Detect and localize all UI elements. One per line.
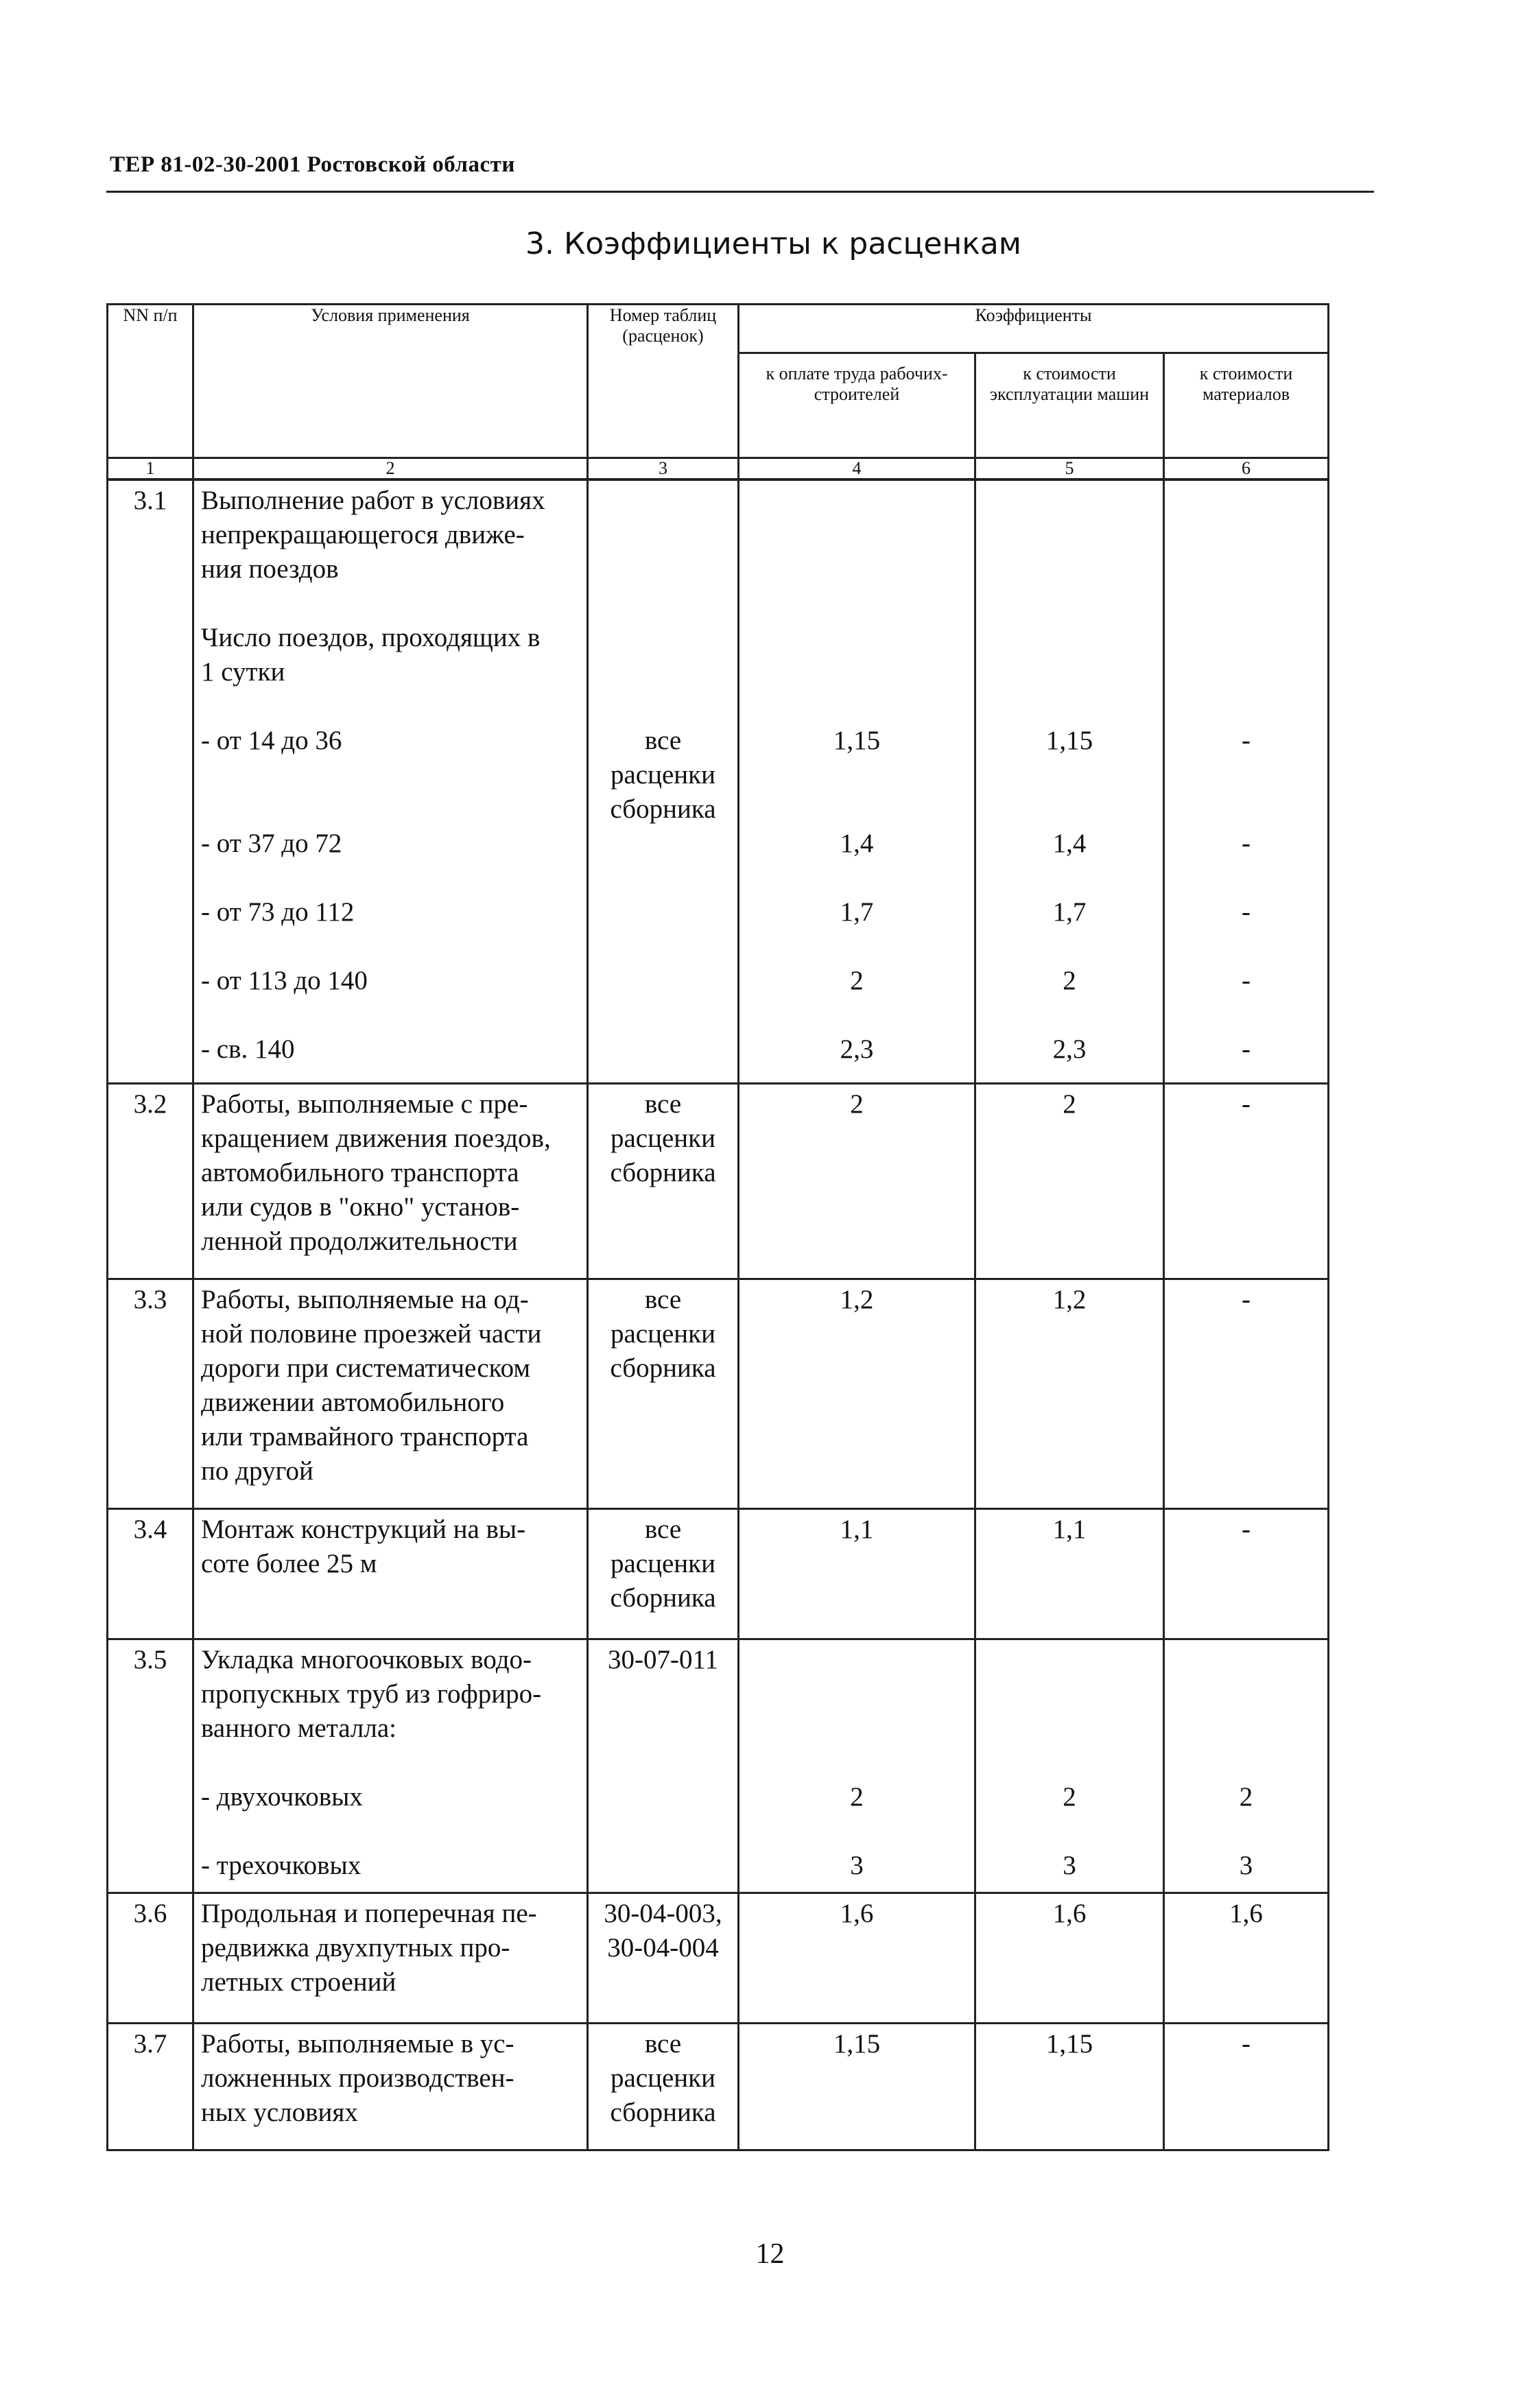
table-number-line: сборника — [610, 1157, 716, 1187]
line-gap — [976, 655, 1163, 689]
coefficient-value: 1,2 — [1052, 1284, 1087, 1314]
line-gap — [589, 484, 737, 518]
header-coefficients: Коэффициенты — [739, 305, 1329, 353]
row-number: 3.7 — [108, 2023, 193, 2150]
table-number-cell — [588, 1893, 739, 2023]
line-gap — [739, 689, 974, 724]
condition-line: ных условиях — [201, 2097, 358, 2127]
coefficient-value: 1,15 — [833, 726, 881, 755]
line-gap — [201, 586, 582, 621]
condition-cell — [193, 1508, 588, 1639]
labor-coefficient-cell — [739, 1639, 975, 1893]
condition-line: - от 37 до 72 — [201, 829, 342, 858]
header-table-no: Номер таблиц (расценок) — [588, 305, 739, 458]
line-gap — [589, 621, 737, 655]
coefficient-value: - — [1242, 1514, 1251, 1544]
coefficient-value: 1,15 — [1045, 2028, 1093, 2059]
column-number: 4 — [739, 458, 975, 480]
line-gap — [1165, 484, 1327, 518]
condition-line: ленной продолжительности — [201, 1226, 518, 1256]
machines-coefficient-cell — [975, 1508, 1164, 1639]
line-gap — [589, 689, 737, 724]
condition-cell — [193, 1639, 588, 1893]
line-gap — [589, 518, 737, 552]
coefficient-value: 1,1 — [840, 1514, 874, 1544]
line-gap — [1165, 1711, 1327, 1746]
line-gap — [739, 758, 974, 792]
line-gap — [976, 1711, 1163, 1746]
condition-line: Продольная и поперечная пе- — [201, 1898, 537, 1928]
line-gap — [739, 861, 974, 895]
line-gap — [1165, 998, 1327, 1032]
condition-line: редвижка двухпутных про- — [201, 1932, 510, 1963]
condition-cell — [193, 2023, 588, 2150]
line-gap — [976, 484, 1163, 518]
row-number: 3.6 — [108, 1893, 193, 2023]
line-gap — [201, 758, 582, 792]
condition-line: дороги при систематическом — [201, 1353, 531, 1383]
condition-line: непрекращающегося движе- — [201, 520, 525, 549]
condition-line: - от 73 до 112 — [201, 897, 355, 927]
line-gap — [739, 484, 974, 518]
table-number-line: расценки — [611, 1123, 715, 1153]
condition-cell — [193, 479, 588, 1083]
line-gap — [201, 929, 582, 964]
row-number: 3.2 — [108, 1083, 193, 1279]
machines-coefficient-cell — [975, 1083, 1164, 1279]
coefficient-value: 2 — [850, 966, 864, 995]
line-gap — [201, 998, 582, 1032]
table-row — [108, 1279, 1329, 1508]
coefficient-value: 1,6 — [1052, 1898, 1087, 1928]
table-number-cell — [588, 1639, 739, 1893]
table-number-line: сборника — [610, 1582, 716, 1613]
table-number-cell — [588, 479, 739, 1083]
materials-coefficient-cell — [1164, 479, 1329, 1083]
header-no: NN п/п — [108, 305, 193, 458]
line-gap — [1165, 792, 1327, 827]
coefficient-value: 3 — [1063, 1850, 1076, 1880]
coefficient-value: 2 — [850, 1089, 864, 1119]
materials-coefficient-cell — [1164, 2023, 1329, 2150]
line-gap — [976, 621, 1163, 655]
line-gap — [201, 689, 582, 724]
condition-line: - от 14 до 36 — [201, 726, 342, 755]
line-gap — [589, 586, 737, 621]
line-gap — [1165, 552, 1327, 586]
line-gap — [589, 552, 737, 586]
column-number: 1 — [108, 458, 193, 480]
line-gap — [739, 1814, 974, 1849]
condition-line: Монтаж конструкций на вы- — [201, 1514, 526, 1544]
header-labor: к оплате труда рабочих-строителей — [739, 353, 975, 458]
line-gap — [976, 1814, 1163, 1849]
table-number-line: сборника — [610, 1353, 716, 1383]
line-gap — [976, 552, 1163, 586]
labor-coefficient-cell — [739, 1508, 975, 1639]
line-gap — [201, 1814, 582, 1849]
line-gap — [739, 518, 974, 552]
labor-coefficient-cell — [739, 1893, 975, 2023]
line-gap — [201, 792, 582, 827]
line-gap — [1165, 929, 1327, 964]
line-gap — [589, 655, 737, 689]
coefficient-value: 3 — [850, 1850, 864, 1880]
coefficient-value: - — [1242, 966, 1251, 995]
column-number: 3 — [588, 458, 739, 480]
table-number-line: сборника — [610, 794, 716, 824]
table-number-line: все — [644, 1284, 682, 1314]
condition-cell — [193, 1083, 588, 1279]
labor-coefficient-cell — [739, 2023, 975, 2150]
coefficient-value: 1,7 — [1052, 897, 1087, 927]
line-gap — [976, 1746, 1163, 1780]
line-gap — [976, 518, 1163, 552]
coefficient-value: 2 — [850, 1781, 864, 1812]
table-number-line: сборника — [610, 2097, 716, 2127]
table-number-cell — [588, 1508, 739, 1639]
table-header — [108, 305, 1329, 480]
line-gap — [739, 998, 974, 1032]
header-conditions: Условия применения — [193, 305, 588, 458]
line-gap — [1165, 1746, 1327, 1780]
line-gap — [976, 586, 1163, 621]
condition-line: автомобильного транспорта — [201, 1157, 519, 1187]
header-rule — [106, 191, 1374, 193]
line-gap — [976, 861, 1163, 895]
condition-line: - от 113 до 140 — [201, 966, 368, 995]
condition-line: ложненных производствен- — [201, 2063, 514, 2093]
page-number: 12 — [755, 2238, 785, 2270]
line-gap — [976, 758, 1163, 792]
line-gap — [1165, 1643, 1327, 1677]
table-row — [108, 1893, 1329, 2023]
condition-line: Работы, выполняемые на од- — [201, 1284, 529, 1314]
table-number-line: все — [644, 726, 682, 755]
header-machines: к стоимости эксплуатации машин — [975, 353, 1164, 458]
materials-coefficient-cell — [1164, 1508, 1329, 1639]
coefficient-value: 2 — [1239, 1781, 1253, 1812]
table-number-line: 30-07-011 — [607, 1644, 719, 1674]
line-gap — [976, 792, 1163, 827]
line-gap — [1165, 621, 1327, 655]
line-gap — [1165, 518, 1327, 552]
column-number: 5 — [975, 458, 1164, 480]
line-gap — [1165, 1677, 1327, 1711]
row-number: 3.3 — [108, 1279, 193, 1508]
condition-line: - двухочковых — [201, 1781, 363, 1812]
condition-line: Работы, выполняемые в ус- — [201, 2028, 514, 2059]
table-row — [108, 1508, 1329, 1639]
machines-coefficient-cell — [975, 1639, 1164, 1893]
line-gap — [739, 1643, 974, 1677]
condition-line: пропускных труб из гофриро- — [201, 1679, 542, 1709]
table-number-cell — [588, 2023, 739, 2150]
table-number-line: расценки — [611, 1548, 715, 1578]
condition-line: Работы, выполняемые с пре- — [201, 1089, 528, 1119]
condition-line: ной половине проезжей части — [201, 1318, 542, 1349]
machines-coefficient-cell — [975, 479, 1164, 1083]
line-gap — [976, 1643, 1163, 1677]
coefficient-value: 1,2 — [840, 1284, 874, 1314]
condition-line: летных строений — [201, 1967, 396, 1997]
condition-line: Выполнение работ в условиях — [201, 486, 545, 515]
line-gap — [201, 1746, 582, 1780]
section-title: 3. Коэффициенты к расценкам — [525, 226, 1021, 261]
table-number-line: 30-04-003, — [604, 1898, 722, 1928]
line-gap — [1165, 758, 1327, 792]
table-number-line: все — [644, 1089, 682, 1119]
coefficient-value: 1,6 — [1229, 1898, 1263, 1928]
coefficient-value: 1,4 — [840, 829, 874, 858]
line-gap — [976, 998, 1163, 1032]
condition-line: по другой — [201, 1456, 313, 1486]
coefficient-value: 3 — [1239, 1850, 1253, 1880]
condition-cell — [193, 1279, 588, 1508]
coefficient-value: - — [1242, 1284, 1251, 1314]
table-number-line: все — [644, 1514, 682, 1544]
coefficient-value: 2 — [1063, 966, 1076, 995]
machines-coefficient-cell — [975, 1893, 1164, 2023]
materials-coefficient-cell — [1164, 1083, 1329, 1279]
materials-coefficient-cell — [1164, 1279, 1329, 1508]
coefficient-value: 2,3 — [1052, 1034, 1087, 1064]
coefficient-value: - — [1242, 897, 1251, 927]
line-gap — [1165, 655, 1327, 689]
condition-cell — [193, 1893, 588, 2023]
table-row — [108, 479, 1329, 1083]
column-number: 2 — [193, 458, 588, 480]
line-gap — [739, 586, 974, 621]
table-number-line: расценки — [611, 1318, 715, 1349]
table-number-cell — [588, 1083, 739, 1279]
line-gap — [739, 655, 974, 689]
row-number: 3.1 — [108, 479, 193, 1083]
machines-coefficient-cell — [975, 1279, 1164, 1508]
coefficient-value: 1,15 — [1045, 726, 1093, 755]
labor-coefficient-cell — [739, 479, 975, 1083]
line-gap — [739, 929, 974, 964]
line-gap — [1165, 689, 1327, 724]
table-body — [108, 479, 1329, 2150]
condition-line: ния поездов — [201, 554, 339, 584]
table-number-cell — [588, 1279, 739, 1508]
running-header: ТЕР 81-02-30-2001 Ростовской области — [110, 152, 515, 177]
line-gap — [976, 929, 1163, 964]
condition-line: движении автомобильного — [201, 1387, 505, 1417]
condition-line: - св. 140 — [201, 1034, 295, 1064]
coefficient-value: 2,3 — [840, 1034, 874, 1064]
line-gap — [1165, 1814, 1327, 1849]
condition-line: ванного металла: — [201, 1713, 396, 1743]
coefficient-value: - — [1242, 829, 1251, 858]
line-gap — [739, 1711, 974, 1746]
materials-coefficient-cell — [1164, 1893, 1329, 2023]
coefficient-value: - — [1242, 1089, 1251, 1119]
condition-line: кращением движения поездов, — [201, 1123, 551, 1153]
machines-coefficient-cell — [975, 2023, 1164, 2150]
table-row — [108, 1639, 1329, 1893]
coefficient-value: 1,1 — [1052, 1514, 1087, 1544]
coefficient-value: 2 — [1063, 1781, 1076, 1812]
materials-coefficient-cell — [1164, 1639, 1329, 1893]
row-number: 3.4 — [108, 1508, 193, 1639]
labor-coefficient-cell — [739, 1279, 975, 1508]
condition-line: или трамвайного транспорта — [201, 1421, 529, 1451]
line-gap — [739, 1746, 974, 1780]
line-gap — [1165, 861, 1327, 895]
line-gap — [976, 1677, 1163, 1711]
coefficient-value: - — [1242, 2028, 1251, 2059]
line-gap — [739, 1677, 974, 1711]
line-gap — [739, 792, 974, 827]
row-number: 3.5 — [108, 1639, 193, 1893]
condition-line: 1 сутки — [201, 657, 285, 687]
table-row — [108, 2023, 1329, 2150]
coefficients-table — [106, 303, 1329, 2151]
labor-coefficient-cell — [739, 1083, 975, 1279]
column-number: 6 — [1164, 458, 1329, 480]
condition-line: - трехочковых — [201, 1850, 362, 1880]
column-number-row — [108, 458, 1329, 480]
coefficient-value: - — [1242, 1034, 1251, 1064]
condition-line: Число поездов, проходящих в — [201, 623, 541, 652]
line-gap — [739, 621, 974, 655]
line-gap — [976, 689, 1163, 724]
table-number-line: расценки — [611, 2063, 715, 2093]
coefficient-value: 1,4 — [1052, 829, 1087, 858]
coefficient-value: 1,6 — [840, 1898, 874, 1928]
table-row — [108, 1083, 1329, 1279]
condition-line: или судов в "окно" установ- — [201, 1191, 520, 1222]
coefficient-value: 1,15 — [833, 2028, 881, 2059]
line-gap — [1165, 586, 1327, 621]
coefficient-value: - — [1242, 726, 1251, 755]
condition-line: Укладка многоочковых водо- — [201, 1644, 532, 1674]
table-number-line: расценки — [611, 760, 715, 790]
table-number-line: 30-04-004 — [607, 1932, 719, 1963]
coefficient-value: 1,7 — [840, 897, 874, 927]
condition-line: соте более 25 м — [201, 1548, 377, 1578]
line-gap — [201, 861, 582, 895]
table-number-line: все — [644, 2028, 682, 2059]
header-materials: к стоимости материалов — [1164, 353, 1329, 458]
line-gap — [739, 552, 974, 586]
coefficient-value: 2 — [1063, 1089, 1076, 1119]
